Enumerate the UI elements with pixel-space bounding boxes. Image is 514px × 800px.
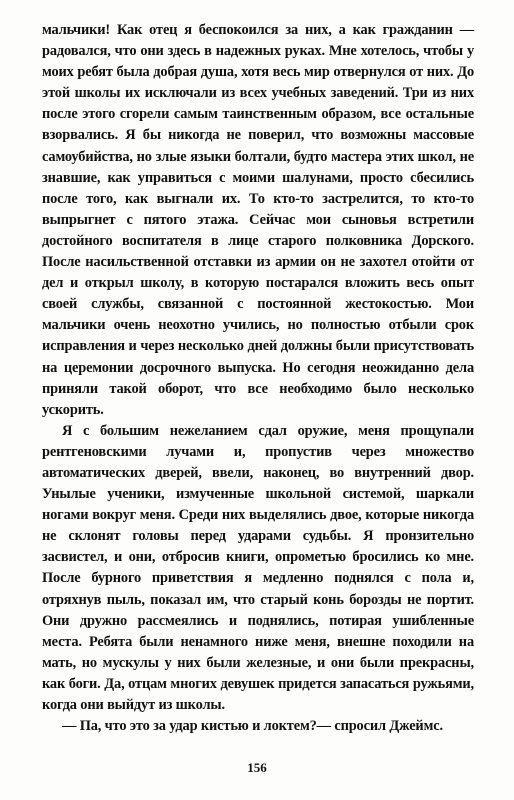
body-text	[42, 20, 474, 737]
paragraph-1: мальчики! Как отец я беспокоился за них, а как гражданин — радовался, что они здесь в надежных руках. Мне хотелось, чтобы у моих ребят была добрая душа, хотя весь мир отвернулся от них. До этой школы их исключали из всех учебных заведений. Три из них после этого сгорели самым таинственным образом, все остальные взорвались. Я бы никогда не поверил, что возможны массовые самоубийства, но злые языки болтали, будто мастера этих школ, не знавшие, как управиться с моими шалунами, просто сбесились после того, как выгнали их. То кто-то застрелится, то кто-то выпрыгнет с пятого этажа. Сейчас мои сыновья встретили достойного воспитателя в лице старого полковника Дорского. После насильственной отставки из армии он не захотел отойти от дел и открыл школу, в которую постарался вложить весь опыт своей службы, связанной с постоянной жестокостью. Мои мальчики очень неохотно учились, но полностью отбыли срок исправления и через несколько дней должны были присутствовать на церемонии досрочного выпуска. Но сегодня неожиданно дела приняли такой оборот, что все необходимо было несколько ускорить.	[42, 22, 474, 418]
paragraph-2: Я с большим нежеланием сдал оружие, меня прощупали рентгеновскими лучами и, пропустив через множество автоматических дверей, ввели, наконец, во внутренний двор. Унылые ученики, измученные школьной системой, шаркали ногами вокруг меня. Среди них выделялись двое, которые никогда не склонят головы перед ударами судьбы. Я пронзительно засвистел, и они, отбросив книги, опрометью бросились ко мне. После бурного приветствия я медленно поднялся с пола и, отряхнув пыль, показал им, что старый конь борозды не портит. Они дружно рассмеялись и поднялись, потирая ушибленные места. Ребята были ненамного ниже меня, внешне походили на мать, но мускулы у них были железные, и они были прекрасны, как боги. Да, отцам многих девушек придется запасаться ружьями, когда они выйдут из школы.	[42, 422, 474, 713]
paragraph-3: — Па, что это за удар кистью и локтем?— спросил Джеймс.	[62, 718, 443, 735]
page-number: 156	[247, 760, 267, 775]
